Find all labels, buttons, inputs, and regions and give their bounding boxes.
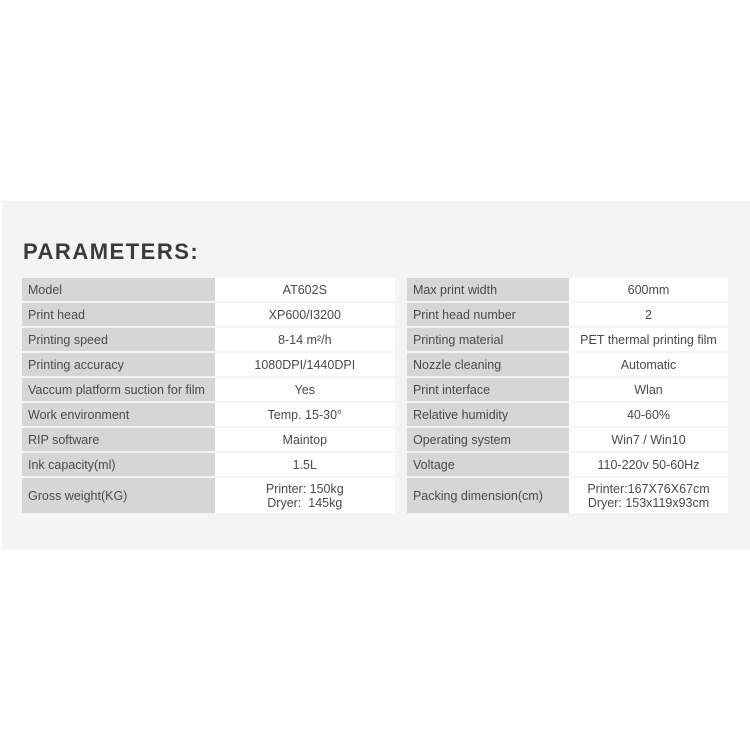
table-row (22, 453, 728, 478)
table-row (22, 378, 728, 403)
param-value: Win7 / Win10 (569, 428, 728, 453)
param-value: Maintop (215, 428, 395, 453)
table-row (22, 303, 728, 328)
param-value: Automatic (569, 353, 728, 378)
value-line: Dryer: 145kg (267, 495, 343, 510)
value-line: Dryer: 153x119x93cm (587, 495, 710, 510)
param-value: Temp. 15-30° (215, 403, 395, 428)
param-value (569, 478, 728, 515)
param-value: PET thermal printing film (569, 328, 728, 353)
param-value: Wlan (569, 378, 728, 403)
param-label: Relative humidity (395, 403, 569, 428)
param-label: Nozzle cleaning (395, 353, 569, 378)
table-row (22, 328, 728, 353)
page-title: PARAMETERS: (23, 239, 200, 264)
param-value: AT602S (215, 278, 395, 303)
param-value: 1080DPI/1440DPI (215, 353, 395, 378)
value-line: Printer:167X76X67cm (587, 481, 710, 496)
table-row (22, 478, 728, 515)
table-row (22, 353, 728, 378)
param-label: Printing accuracy (22, 353, 215, 378)
param-value: 110-220v 50-60Hz (569, 453, 728, 478)
parameters-table (22, 278, 728, 515)
param-label: RIP software (22, 428, 215, 453)
param-label: Model (22, 278, 215, 303)
param-label: Packing dimension(cm) (395, 478, 569, 515)
param-value (215, 478, 395, 515)
param-label: Voltage (395, 453, 569, 478)
param-value: 2 (569, 303, 728, 328)
param-value: Yes (215, 378, 395, 403)
table-row (22, 403, 728, 428)
param-label: Print head number (395, 303, 569, 328)
param-label: Printing speed (22, 328, 215, 353)
param-value: 40-60% (569, 403, 728, 428)
param-value: 8-14 m²/h (215, 328, 395, 353)
param-label: Print head (22, 303, 215, 328)
table-row (22, 278, 728, 303)
param-label: Operating system (395, 428, 569, 453)
param-label: Vaccum platform suction for film (22, 378, 215, 403)
param-label: Max print width (395, 278, 569, 303)
param-label: Print interface (395, 378, 569, 403)
param-value: XP600/I3200 (215, 303, 395, 328)
param-label: Printing material (395, 328, 569, 353)
table-row (22, 428, 728, 453)
param-value: 600mm (569, 278, 728, 303)
param-label: Gross weight(KG) (22, 478, 215, 515)
param-value: 1.5L (215, 453, 395, 478)
param-label: Ink capacity(ml) (22, 453, 215, 478)
param-label: Work environment (22, 403, 215, 428)
value-line: Printer: 150kg (265, 481, 344, 496)
